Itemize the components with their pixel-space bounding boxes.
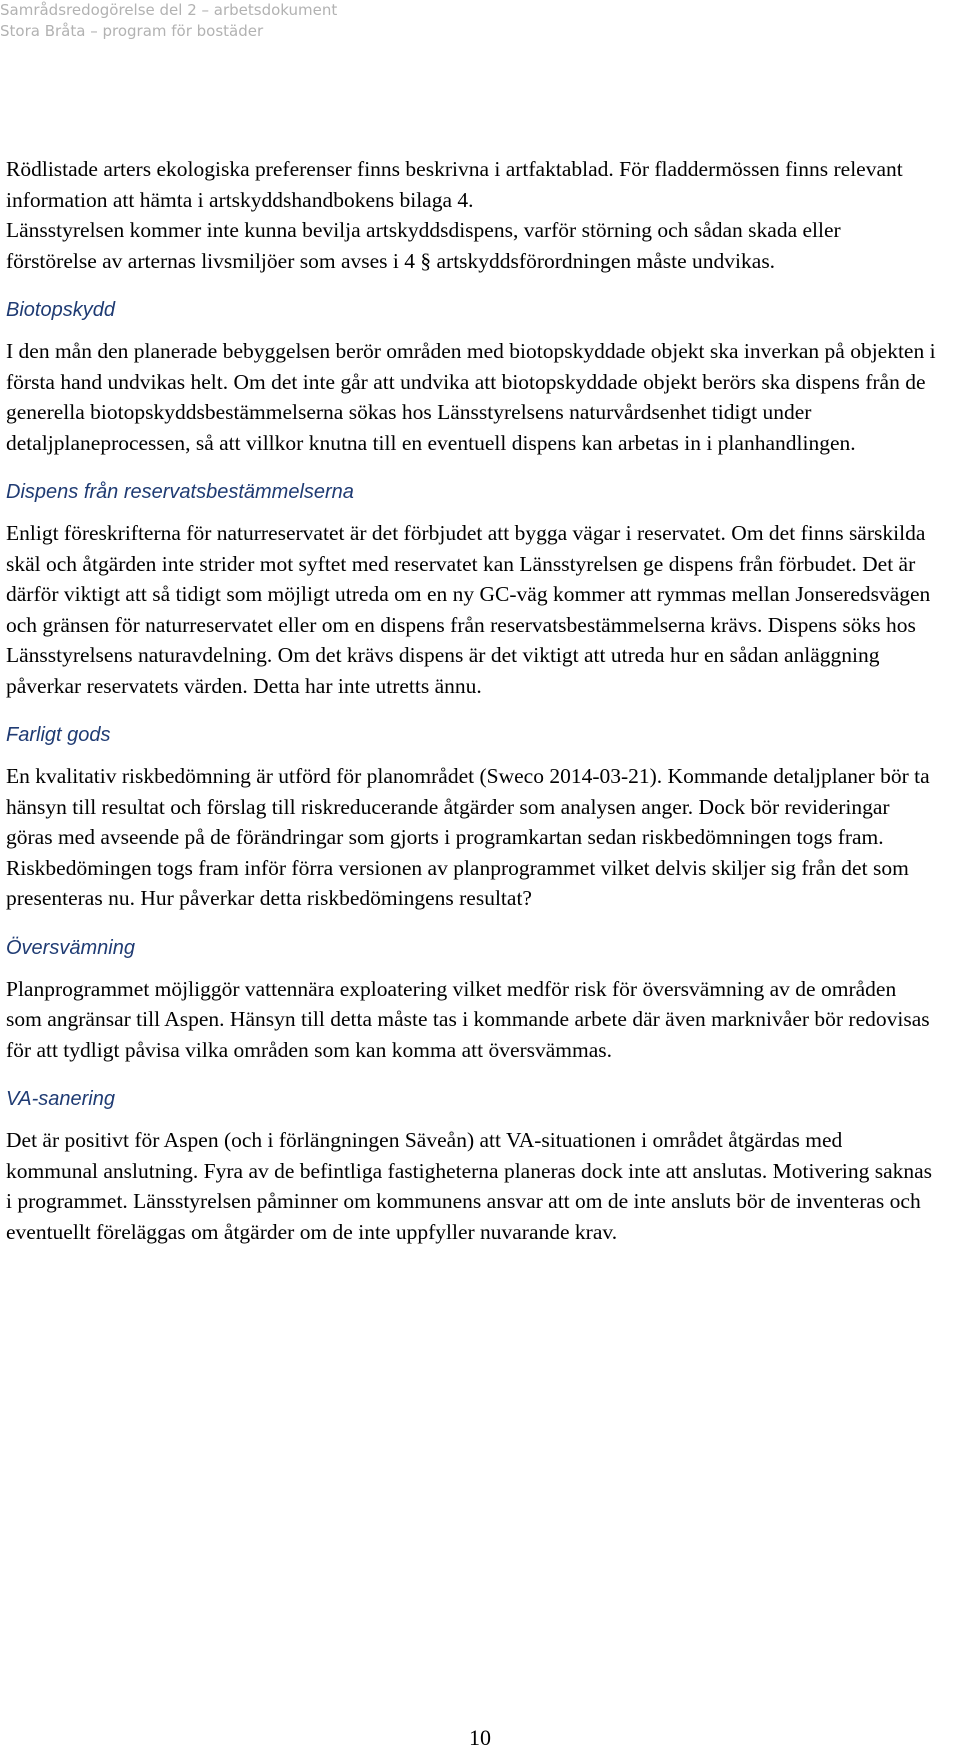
intro-paragraph: Länsstyrelsen kommer inte kunna bevilja artskyddsdispens, varför störning och sådan skada eller förstörelse av arternas livsmiljöer som avses i 4 § artskyddsförordningen måste undvikas.: [6, 218, 841, 273]
intro-paragraph: Rödlistade arters ekologiska preferenser finns beskrivna i artfaktablad. För fladdermössen finns relevant information att hämta i artskyddshandbokens bilaga 4.: [6, 157, 903, 212]
section-heading-va-sanering: VA-sanering: [6, 1088, 115, 1110]
document-body: [6, 154, 936, 1247]
document-subtitle: Stora Bråta – program för bostäder: [0, 22, 264, 40]
section-heading-biotopskydd: Biotopskydd: [6, 299, 115, 321]
page-number: 10: [469, 1725, 491, 1750]
section-heading-oversvamning: Översvämning: [6, 936, 135, 959]
document-title: Samrådsredogörelse del 2 – arbetsdokument: [0, 1, 338, 19]
section-heading-farligt-gods: Farligt gods: [6, 724, 111, 746]
running-header: [0, 0, 337, 42]
section-body-farligt-gods: En kvalitativ riskbedömning är utförd för planområdet (Sweco 2014-03-21). Kommande detaljplaner bör ta hänsyn till resultat och förslag till riskreducerande åtgärder som analysen anger. Dock bör revideringar göras med avseende på de förändringar som gjorts i programkartan sedan riskbedömningen togs fram. Riskbedömingen togs fram inför förra versionen av planprogrammet vilket delvis skiljer sig från det som presenteras nu. Hur påverkar detta riskbedömingens resultat?: [6, 764, 930, 910]
section-heading-dispens: Dispens från reservatsbestämmelserna: [6, 481, 354, 503]
section-body-va-sanering: Det är positivt för Aspen (och i förlängningen Säveån) att VA-situationen i området åtgärdas med kommunal anslutning. Fyra av de befintliga fastigheterna planeras dock inte att anslutas. Motivering saknas i programmet. Länsstyrelsen påminner om kommunens ansvar att om de inte ansluts bör de inventeras och eventuellt föreläggas om åtgärder om de inte uppfyller nuvarande krav.: [6, 1128, 933, 1244]
section-body-oversvamning: Planprogrammet möjliggör vattennära exploatering vilket medför risk för översvämning av de områden som angränsar till Aspen. Hänsyn till detta måste tas i kommande arbete där även marknivåer bör redovisas för att tydligt påvisa vilka områden som kan komma att översvämmas.: [6, 976, 930, 1062]
section-body-biotopskydd: I den mån den planerade bebyggelsen berör områden med biotopskyddade objekt ska inverkan på objekten i första hand undvikas helt. Om det inte går att undvika att biotopskyddade objekt berörs ska dispens från de generella biotopskyddsbestämmelserna sökas hos Länsstyrelsens naturvårdsenhet tidigt under detaljplaneprocessen, så att villkor knutna till en eventuell dispens kan arbetas in i planhandlingen.: [6, 339, 936, 455]
section-body-dispens: Enligt föreskrifterna för naturreservatet är det förbjudet att bygga vägar i reservatet. Om det finns särskilda skäl och åtgärden inte strider mot syftet med reservatet kan Länsstyrelsen ge dispens från förbudet. Det är därför viktigt att så tidigt som möjligt utreda om en ny GC-väg kommer att rymmas mellan Jonseredsvägen och gränsen för naturreservatet eller om en dispens från reservatsbestämmelserna krävs. Dispens söks hos Länsstyrelsens naturavdelning. Om det krävs dispens är det viktigt att utreda hur en sådan anläggning påverkar reservatets värden. Detta har inte utretts ännu.: [6, 521, 931, 698]
